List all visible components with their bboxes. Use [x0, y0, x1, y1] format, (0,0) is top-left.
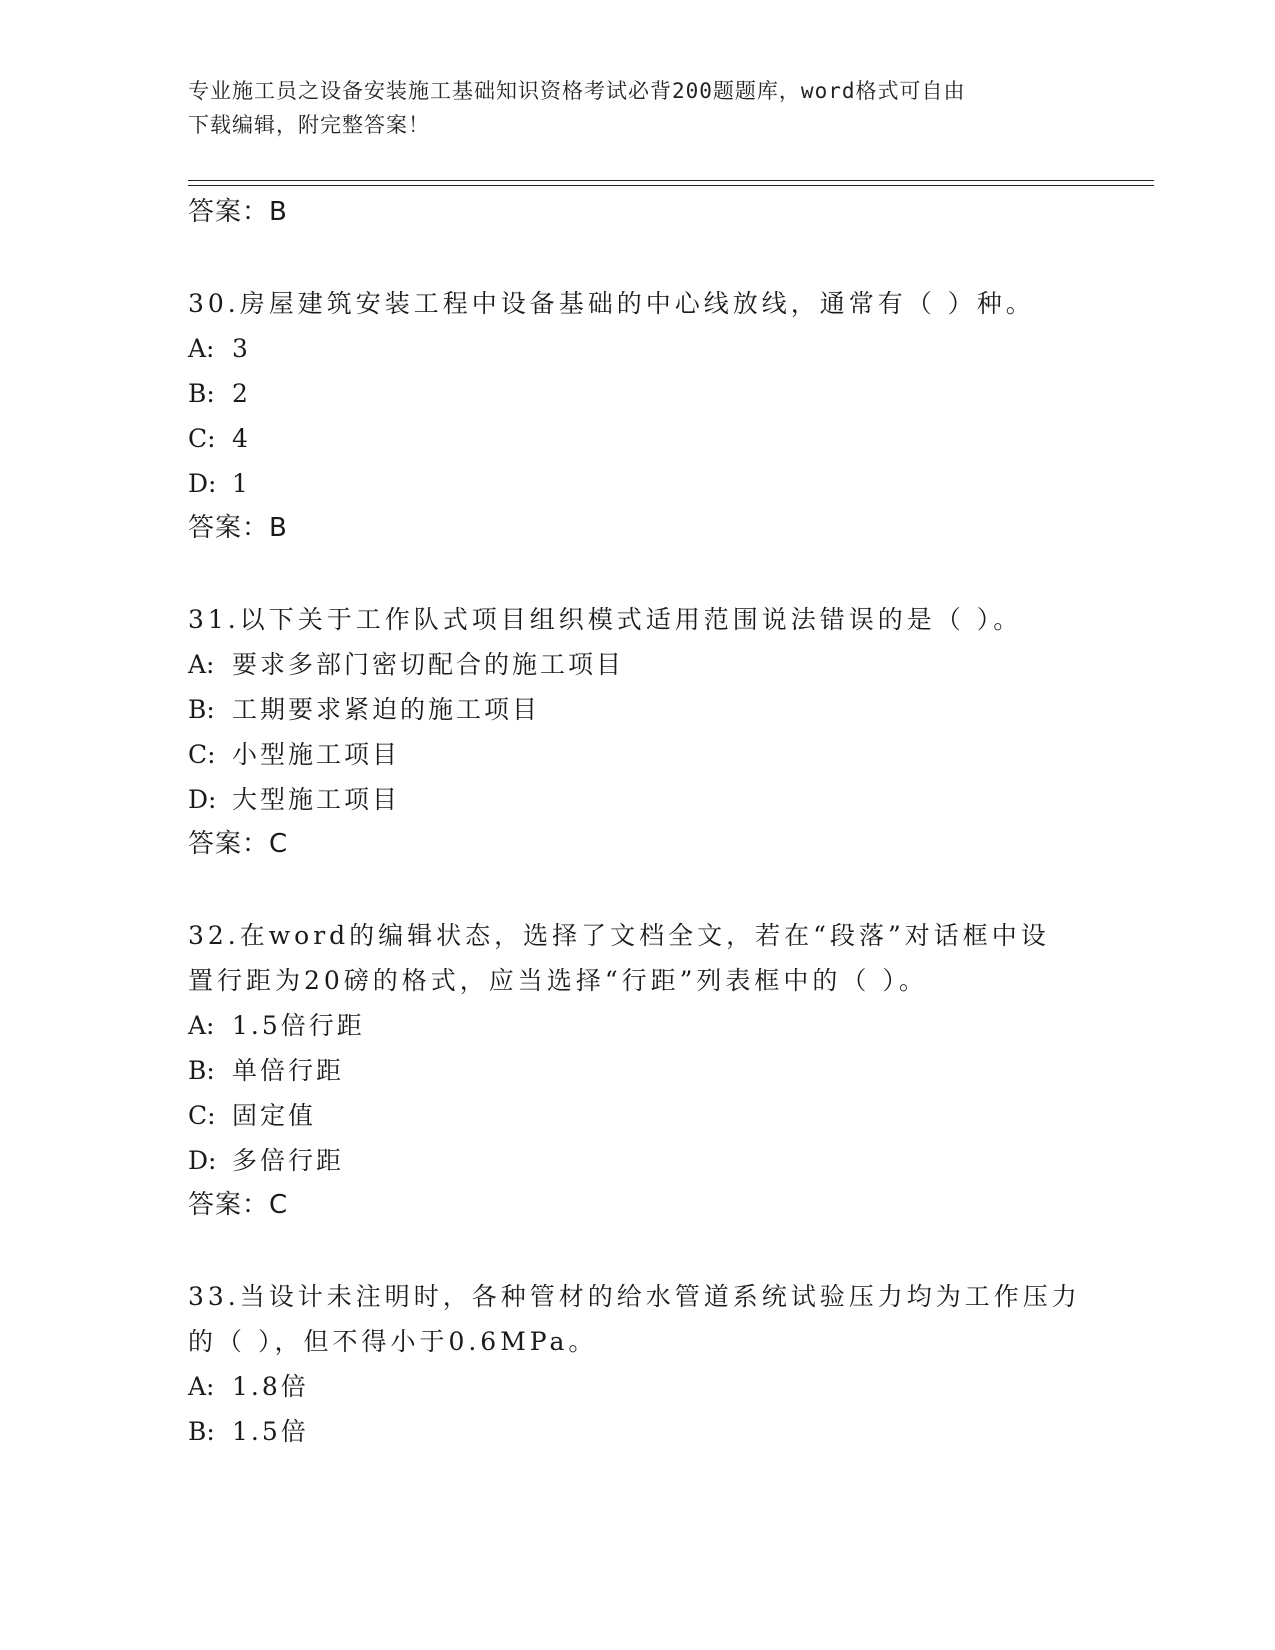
spacer [188, 551, 1088, 597]
header-line-1: 专业施工员之设备安装施工基础知识资格考试必背200题题库，word格式可自由 [188, 79, 966, 103]
question-text: 31.以下关于工作队式项目组织模式适用范围说法错误的是（ ）。 [188, 605, 1023, 634]
document-header [188, 74, 1068, 142]
option-b: B: 2 [188, 379, 251, 408]
question-text: 30.房屋建筑安装工程中设备基础的中心线放线，通常有（ ）种。 [188, 289, 1035, 318]
question-list [188, 190, 1088, 1454]
option-b: B: 工期要求紧迫的施工项目 [188, 695, 541, 724]
option-d: D: 多倍行距 [188, 1146, 345, 1175]
option-a: A: 1.8倍 [188, 1372, 309, 1401]
option-c: C: 小型施工项目 [188, 740, 401, 769]
question-text-line-2: 置行距为20磅的格式，应当选择“行距”列表框中的（ ）。 [188, 966, 928, 995]
question-text-line-1: 32.在word的编辑状态，选择了文档全文，若在“段落”对话框中设 [188, 921, 1050, 950]
question-text-line-2: 的（ ），但不得小于0.6MPa。 [188, 1327, 598, 1356]
answer: 答案：B [188, 513, 288, 543]
previous-answer [188, 190, 1088, 235]
answer-value: B [269, 197, 288, 227]
question-text-line-1: 33.当设计未注明时，各种管材的给水管道系统试验压力均为工作压力 [188, 1282, 1081, 1311]
answer: 答案：C [188, 1190, 289, 1220]
header-divider-top [188, 180, 1154, 181]
answer: 答案：C [188, 829, 289, 859]
answer-prefix: 答案： [188, 197, 270, 227]
option-a: A: 3 [188, 334, 251, 363]
question-30 [188, 281, 1088, 551]
option-d: D: 1 [188, 469, 251, 498]
option-c: C: 固定值 [188, 1101, 317, 1130]
option-b: B: 1.5倍 [188, 1417, 309, 1446]
header-divider-bottom [188, 185, 1154, 186]
spacer [188, 235, 1088, 281]
question-31 [188, 597, 1088, 867]
spacer [188, 867, 1088, 913]
option-a: A: 要求多部门密切配合的施工项目 [188, 650, 625, 679]
option-a: A: 1.5倍行距 [188, 1011, 365, 1040]
question-32 [188, 913, 1088, 1228]
option-c: C: 4 [188, 424, 251, 453]
option-b: B: 单倍行距 [188, 1056, 345, 1085]
question-33 [188, 1274, 1088, 1454]
spacer [188, 1228, 1088, 1274]
header-line-2: 下载编辑，附完整答案！ [188, 113, 430, 137]
option-d: D: 大型施工项目 [188, 785, 401, 814]
